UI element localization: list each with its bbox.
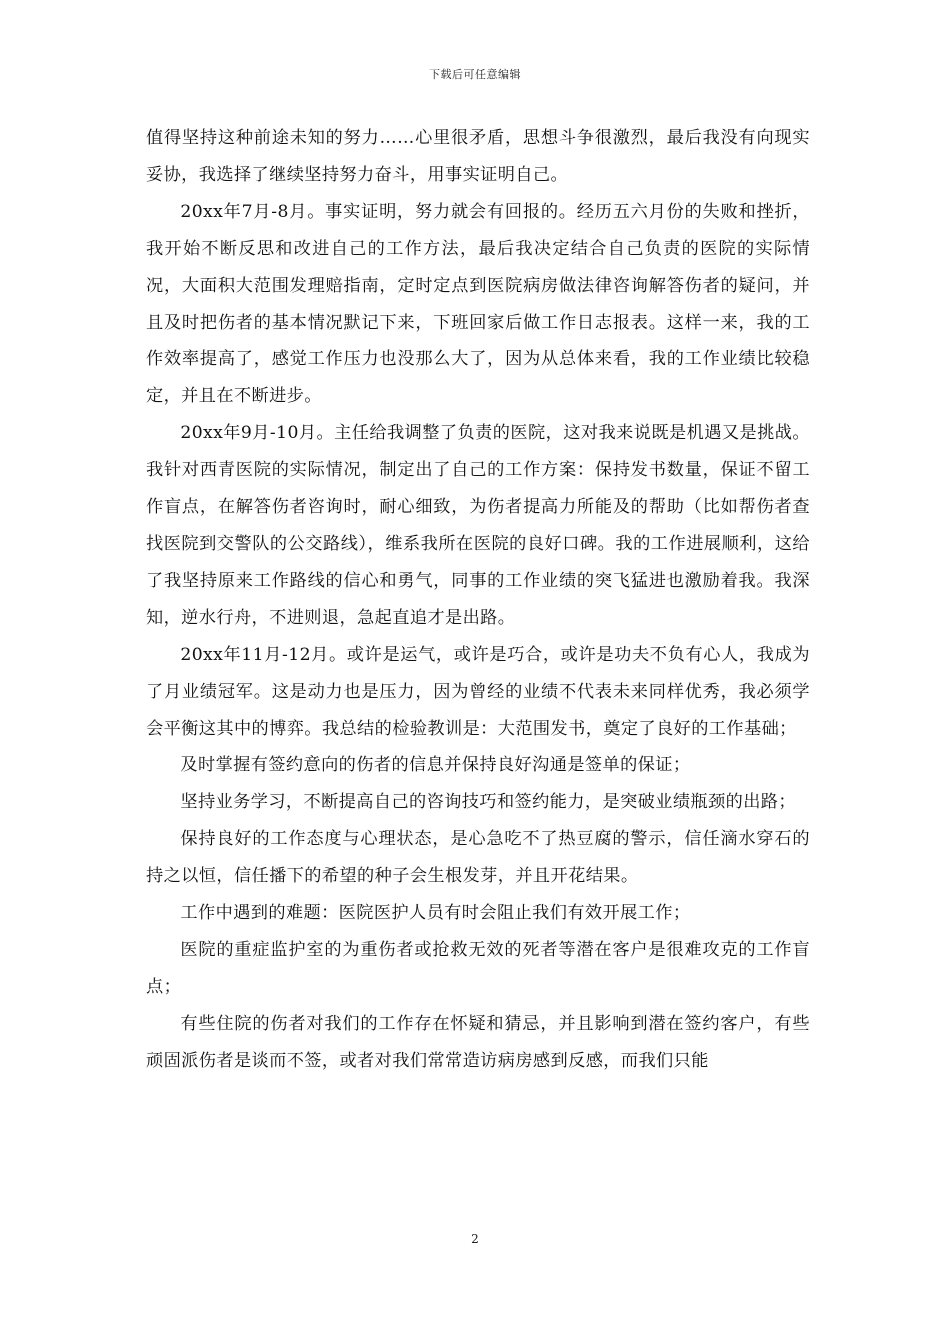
paragraph-continuation: 值得坚持这种前途未知的努力……心里很矛盾，思想斗争很激烈，最后我没有向现实妥协，我选择了继续坚持努力奋斗，用事实证明自己。	[146, 128, 810, 185]
paragraph-lesson-study: 坚持业务学习，不断提高自己的咨询技巧和签约能力，是突破业绩瓶颈的出路；	[180, 792, 796, 813]
paragraph-jul-aug: 20xx年7月-8月。事实证明，努力就会有回报的。经历五六月份的失败和挫折，我开始不断反思和改进自己的工作方法，最后我决定结合自己负责的医院的实际情况，大面积大范围发理赔指南，定时定点到医院病房做法律咨询解答伤者的疑问，并且及时把伤者的基本情况默记下来，下班回家后做工作日志报表。这样一来，我的工作效率提高了，感觉工作压力也没那么大了，因为从总体来看，我的工作业绩比较稳定，并且在不断进步。	[146, 201, 810, 407]
paragraph-difficulty-patients: 有些住院的伤者对我们的工作存在怀疑和猜忌，并且影响到潜在签约客户，有些顽固派伤者是谈而不签，或者对我们常常造访病房感到反感，而我们只能	[146, 1013, 810, 1071]
page-number: 2	[471, 1232, 479, 1246]
paragraph-difficulty-staff: 工作中遇到的难题：医院医护人员有时会阻止我们有效开展工作；	[180, 903, 691, 924]
paragraph-nov-dec: 20xx年11月-12月。或许是运气，或许是巧合，或许是功夫不负有心人，我成为了月业绩冠军。这是动力也是压力，因为曾经的业绩不代表未来同样优秀，我必须学会平衡这其中的博弈。我总结的检验教训是：大范围发书，奠定了良好的工作基础；	[146, 644, 810, 739]
paragraph-difficulty-icu: 医院的重症监护室的为重伤者或抢救无效的死者等潜在客户是很难攻克的工作盲点；	[146, 939, 810, 997]
paragraph-lesson-communication: 及时掌握有签约意向的伤者的信息并保持良好沟通是签单的保证；	[180, 755, 691, 776]
paragraph-sep-oct: 20xx年9月-10月。主任给我调整了负责的医院，这对我来说既是机遇又是挑战。我针对西青医院的实际情况，制定出了自己的工作方案：保持发书数量，保证不留工作盲点，在解答伤者咨询时，耐心细致，为伤者提高力所能及的帮助（比如帮伤者查找医院到交警队的公交路线），维系我所在医院的良好口碑。我的工作进展顺利，这给了我坚持原来工作路线的信心和勇气，同事的工作业绩的突飞猛进也激励着我。我深知，逆水行舟，不进则退，急起直追才是出路。	[146, 423, 810, 628]
page-header-note: 下载后可任意编辑	[429, 68, 521, 81]
paragraph-lesson-attitude: 保持良好的工作态度与心理状态，是心急吃不了热豆腐的警示，信任滴水穿石的持之以恒，信任播下的希望的种子会生根发芽，并且开花结果。	[146, 829, 810, 887]
body-text	[146, 120, 810, 1080]
